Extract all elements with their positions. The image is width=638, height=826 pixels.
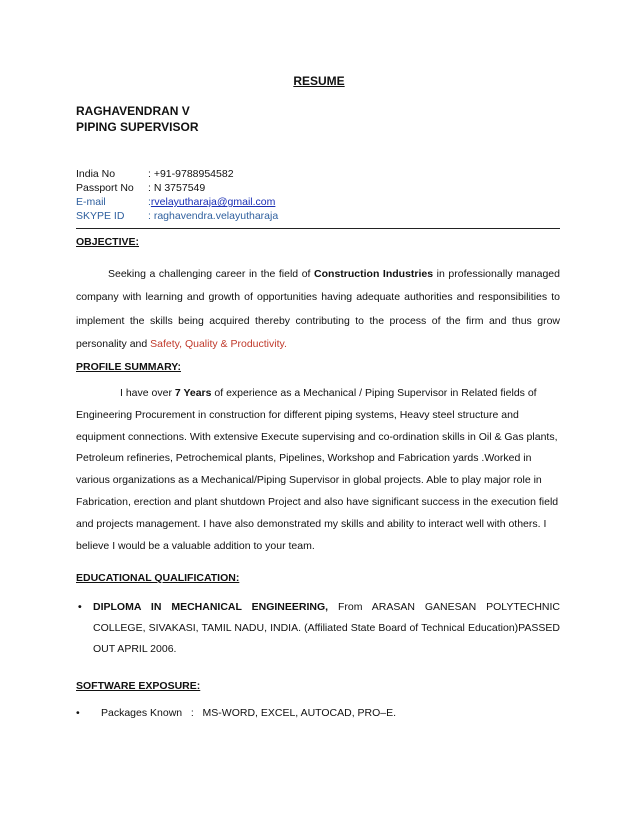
skype-value: : raghavendra.velayutharaja <box>148 210 279 222</box>
email-label: E-mail <box>76 196 106 208</box>
passport-label: Passport No <box>76 182 134 194</box>
profile-paragraph <box>76 383 560 557</box>
education-bullet: • <box>78 601 82 613</box>
software-item <box>76 706 396 720</box>
candidate-position: PIPING SUPERVISOR <box>76 120 199 134</box>
software-text: Packages Known : MS-WORD, EXCEL, AUTOCAD, PRO–E. <box>101 707 397 719</box>
candidate-name: RAGHAVENDRAN V <box>76 104 190 118</box>
email-colon: : <box>148 196 151 208</box>
document-title: RESUME <box>293 74 345 88</box>
contact-row-skype <box>76 209 278 223</box>
objective-highlight: Safety, Quality & Productivity. <box>150 337 287 350</box>
education-item <box>76 597 560 660</box>
passport-value: : N 3757549 <box>148 182 206 194</box>
contact-row-email <box>76 195 278 209</box>
education-degree: DIPLOMA IN MECHANICAL ENGINEERING, <box>93 601 329 613</box>
india-label: India No <box>76 168 116 180</box>
profile-text-1: I have over <box>120 387 175 399</box>
education-heading: EDUCATIONAL QUALIFICATION: <box>76 572 240 584</box>
profile-bold: 7 Years <box>174 387 212 399</box>
header-divider <box>76 228 560 229</box>
education-details: From ARASAN GANESAN POLYTECHNIC COLLEGE, SIVAKASI, TAMIL NADU, INDIA. (Affiliated State Board of Technical Education)PASSED OUT APRIL 2006. <box>93 601 560 655</box>
contact-block <box>76 167 278 223</box>
objective-text-1: Seeking a challenging career in the field of <box>108 268 315 280</box>
software-bullet: • <box>76 707 80 719</box>
objective-text-2: in professionally managed company with learning and growth of opportunities having adequate authorities and responsibilities to implement the skills being acquired thereby contributing to the process of the firm and thus grow personality and <box>76 268 560 350</box>
india-value: : +91-9788954582 <box>148 168 234 180</box>
contact-row-passport <box>76 181 278 195</box>
contact-row-india <box>76 167 278 181</box>
email-link[interactable]: rvelayutharaja@gmail.com <box>150 196 276 208</box>
objective-paragraph <box>76 263 560 356</box>
candidate-header <box>76 103 198 135</box>
software-heading: SOFTWARE EXPOSURE: <box>76 680 201 692</box>
profile-text-2: of experience as a Mechanical / Piping Supervisor in Related fields of Engineering Procurement in construction for different piping systems, Heavy steel structure and equipment connections. With extensive Execute supervising and co-ordination skills in Oil & Gas plants, Petroleum refineries, Petrochemical plants, Pipelines, Workshop and Fabrication yards .Worked in various organizations as a Mechanical/Piping Supervisor in global projects. Able to play major role in Fabrication, erection and plant shutdown Project and also have significant success in the execution field and projects management. I have also demonstrated my skills and ability to interact well with others. I believe I would be a valuable addition to your team. <box>76 387 559 552</box>
profile-heading: PROFILE SUMMARY: <box>76 361 181 373</box>
objective-bold: Construction Industries <box>314 268 434 280</box>
objective-heading: OBJECTIVE: <box>76 236 140 248</box>
skype-label: SKYPE ID <box>76 210 125 222</box>
